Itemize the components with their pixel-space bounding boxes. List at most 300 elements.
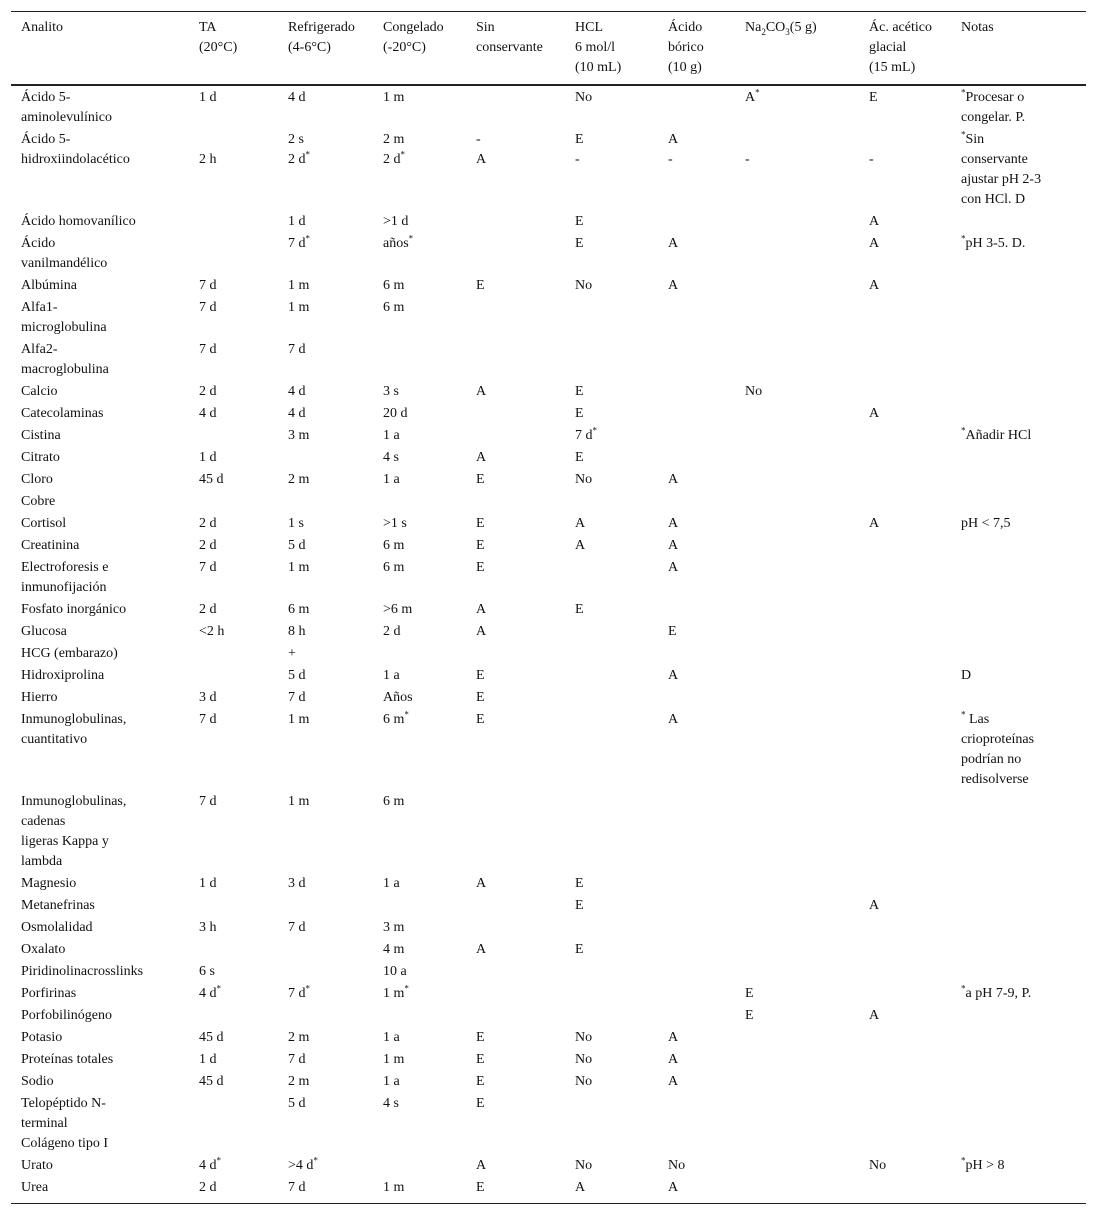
table-row bbox=[11, 535, 1086, 557]
table-cell bbox=[859, 425, 951, 447]
analyte-cell: Cistina bbox=[21, 428, 61, 443]
footnote-marker: * bbox=[961, 87, 966, 98]
table-row bbox=[11, 1027, 1086, 1049]
column-header: Refrigerado (4-6°C) bbox=[288, 20, 355, 55]
table-cell bbox=[859, 1049, 951, 1071]
table-cell: 7 d bbox=[288, 690, 306, 705]
table-cell: 7 d bbox=[199, 278, 217, 293]
table-cell bbox=[565, 917, 658, 939]
analyte-cell: Inmunoglobulinas, cuantitativo bbox=[21, 712, 127, 747]
analyte-cell: Cortisol bbox=[21, 516, 67, 531]
table-cell bbox=[565, 709, 658, 791]
table-cell: 3 m bbox=[288, 428, 310, 443]
analyte-cell: Creatinina bbox=[21, 538, 80, 553]
table-cell bbox=[735, 211, 859, 233]
table-cell bbox=[565, 791, 658, 873]
table-cell: No bbox=[575, 472, 593, 487]
table-row bbox=[11, 339, 1086, 381]
table-cell: 4 d* bbox=[199, 1155, 221, 1173]
table-cell bbox=[951, 535, 1086, 557]
table-cell bbox=[859, 469, 951, 491]
table-row bbox=[11, 297, 1086, 339]
table-cell: 4 s bbox=[383, 450, 399, 465]
table-cell: 7 d bbox=[199, 794, 217, 809]
table-cell bbox=[859, 381, 951, 403]
table-cell: 1 d bbox=[199, 1052, 217, 1067]
table-cell bbox=[859, 599, 951, 621]
table-cell: A bbox=[575, 538, 586, 553]
table-row bbox=[11, 939, 1086, 961]
table-row bbox=[11, 447, 1086, 469]
table-cell bbox=[565, 665, 658, 687]
table-row bbox=[11, 1093, 1086, 1155]
table-cell: A* bbox=[745, 87, 760, 105]
table-row bbox=[11, 1155, 1086, 1177]
table-cell: + bbox=[288, 646, 296, 661]
table-cell: 2 d bbox=[199, 602, 217, 617]
table-cell bbox=[189, 491, 278, 513]
table-cell bbox=[189, 425, 278, 447]
table-cell: 1 d bbox=[199, 90, 217, 105]
table-cell bbox=[373, 1005, 466, 1027]
table-cell: No bbox=[745, 384, 763, 399]
footnote-marker: * bbox=[400, 149, 405, 160]
table-cell bbox=[189, 1005, 278, 1027]
table-cell bbox=[951, 643, 1086, 665]
analyte-cell: Sodio bbox=[21, 1074, 54, 1089]
table-cell: A bbox=[869, 1008, 880, 1023]
table-row bbox=[11, 381, 1086, 403]
table-cell bbox=[735, 1049, 859, 1071]
table-cell bbox=[658, 643, 735, 665]
table-cell: E bbox=[476, 560, 485, 575]
analyte-cell: Magnesio bbox=[21, 876, 77, 891]
table-cell bbox=[859, 447, 951, 469]
column-header: $Na_2CO_3(5$ g) bbox=[745, 20, 817, 37]
table-cell bbox=[859, 709, 951, 791]
table-row bbox=[11, 403, 1086, 425]
footnote-marker: * bbox=[305, 233, 310, 244]
table-cell bbox=[189, 895, 278, 917]
table-cell bbox=[951, 1027, 1086, 1049]
analyte-cell: Ácido homovanílico bbox=[21, 214, 136, 229]
table-cell bbox=[565, 1005, 658, 1027]
column-header: HCL 6 mol/l (10 mL) bbox=[575, 20, 622, 75]
table-cell: 1 m bbox=[383, 90, 405, 105]
analyte-cell: Osmolalidad bbox=[21, 920, 93, 935]
table-cell bbox=[735, 1177, 859, 1204]
table-cell bbox=[278, 447, 373, 469]
table-cell: - A bbox=[476, 132, 487, 167]
table-cell bbox=[859, 1027, 951, 1049]
table-cell bbox=[735, 961, 859, 983]
table-cell: E bbox=[476, 1030, 485, 1045]
table-cell: A bbox=[476, 624, 487, 639]
table-cell bbox=[565, 643, 658, 665]
table-cell: 6 s bbox=[199, 964, 215, 979]
table-cell bbox=[951, 599, 1086, 621]
table-cell bbox=[735, 1155, 859, 1177]
table-cell: 1 m bbox=[383, 1052, 405, 1067]
analyte-cell: Urea bbox=[21, 1180, 49, 1195]
table-cell bbox=[951, 447, 1086, 469]
table-cell: A bbox=[668, 1074, 679, 1089]
table-cell bbox=[658, 895, 735, 917]
table-cell bbox=[565, 983, 658, 1005]
footnote-marker: * bbox=[404, 709, 409, 720]
table-cell bbox=[951, 381, 1086, 403]
table-cell bbox=[735, 403, 859, 425]
table-row bbox=[11, 513, 1086, 535]
analyte-cell: Calcio bbox=[21, 384, 58, 399]
table-cell: E bbox=[476, 278, 485, 293]
analyte-cell: HCG (embarazo) bbox=[21, 646, 118, 661]
table-cell bbox=[658, 961, 735, 983]
table-cell bbox=[735, 233, 859, 275]
table-cell bbox=[466, 233, 565, 275]
table-cell: A bbox=[476, 602, 487, 617]
table-cell bbox=[859, 643, 951, 665]
table-cell: 4 d bbox=[288, 406, 306, 421]
table-cell: E bbox=[575, 384, 584, 399]
analyte-cell: Catecolaminas bbox=[21, 406, 104, 421]
table-cell: No bbox=[869, 1158, 887, 1173]
table-cell: - bbox=[745, 152, 750, 167]
table-cell bbox=[859, 535, 951, 557]
column-header: Ác. acético glacial (15 mL) bbox=[869, 20, 932, 75]
table-cell: pH < 7,5 bbox=[961, 516, 1011, 531]
table-cell bbox=[658, 939, 735, 961]
table-cell: No bbox=[575, 1074, 593, 1089]
table-cell bbox=[658, 599, 735, 621]
table-cell bbox=[565, 339, 658, 381]
table-cell bbox=[735, 1027, 859, 1049]
table-cell: E bbox=[476, 1074, 485, 1089]
table-cell bbox=[658, 297, 735, 339]
table-cell bbox=[466, 339, 565, 381]
table-cell: *pH > 8 bbox=[961, 1155, 1005, 1173]
table-cell bbox=[658, 917, 735, 939]
table-cell bbox=[466, 983, 565, 1005]
table-cell bbox=[859, 1177, 951, 1204]
table-cell: 1 a bbox=[383, 1074, 400, 1089]
table-cell: 6 m bbox=[383, 300, 405, 315]
table-cell bbox=[278, 939, 373, 961]
table-cell bbox=[189, 939, 278, 961]
table-cell bbox=[189, 665, 278, 687]
table-cell: 7 d* bbox=[288, 983, 310, 1001]
table-cell: 45 d bbox=[199, 1030, 224, 1045]
table-row bbox=[11, 791, 1086, 873]
table-cell: 5 d bbox=[288, 538, 306, 553]
table-cell: E bbox=[476, 1052, 485, 1067]
footnote-marker: * bbox=[408, 233, 414, 244]
table-cell: 1 m* bbox=[383, 983, 409, 1001]
table-cell bbox=[189, 233, 278, 275]
table-cell: E bbox=[476, 1096, 485, 1111]
table-cell bbox=[278, 895, 373, 917]
table-cell bbox=[466, 211, 565, 233]
table-cell: 2 m 2 d* bbox=[383, 132, 405, 167]
table-cell bbox=[951, 339, 1086, 381]
table-cell bbox=[951, 939, 1086, 961]
analyte-cell: Piridinolinacrosslinks bbox=[21, 964, 144, 979]
table-cell: 6 m bbox=[383, 278, 405, 293]
analyte-cell: Alfa1- microglobulina bbox=[21, 300, 107, 335]
analyte-cell: Ácido 5- hidroxiindolacético bbox=[21, 132, 130, 167]
table-cell bbox=[859, 339, 951, 381]
table-cell bbox=[859, 873, 951, 895]
analyte-cell: Inmunoglobulinas, cadenas ligeras Kappa y lambda bbox=[21, 794, 127, 869]
table-cell bbox=[658, 447, 735, 469]
table-cell bbox=[735, 275, 859, 297]
table-cell bbox=[466, 643, 565, 665]
table-cell bbox=[466, 917, 565, 939]
table-cell: 7 d bbox=[199, 560, 217, 575]
analyte-cell: Cobre bbox=[21, 494, 56, 509]
table-cell bbox=[951, 1005, 1086, 1027]
footnote-marker: * bbox=[961, 1155, 966, 1166]
table-cell bbox=[951, 1177, 1086, 1204]
subscript: 3 bbox=[785, 26, 790, 37]
analyte-cell: Alfa2- macroglobulina bbox=[21, 342, 109, 377]
table-cell: A bbox=[476, 450, 487, 465]
urine-preservation-table bbox=[11, 11, 1086, 1204]
table-cell: E bbox=[575, 236, 584, 251]
table-cell: A bbox=[575, 1180, 586, 1195]
analyte-cell: Ácido vanilmandélico bbox=[21, 236, 108, 271]
table-cell bbox=[466, 297, 565, 339]
table-cell bbox=[565, 557, 658, 599]
table-cell bbox=[658, 211, 735, 233]
table-cell: 10 a bbox=[383, 964, 407, 979]
table-cell: 1 d bbox=[199, 450, 217, 465]
table-cell: A bbox=[869, 516, 880, 531]
analyte-cell: Potasio bbox=[21, 1030, 63, 1045]
table-row bbox=[11, 709, 1086, 791]
table-cell: 2 s 2 d* bbox=[288, 132, 310, 167]
table-row bbox=[11, 129, 1086, 211]
table-cell: No bbox=[575, 90, 593, 105]
table-cell bbox=[735, 599, 859, 621]
table-row bbox=[11, 895, 1086, 917]
table-row bbox=[11, 469, 1086, 491]
table-cell: A bbox=[476, 876, 487, 891]
table-cell: A bbox=[869, 236, 880, 251]
table-cell: >1 d bbox=[383, 214, 409, 229]
table-cell: A bbox=[869, 278, 880, 293]
footnote-marker: * bbox=[305, 983, 310, 994]
table-cell: 1 s bbox=[288, 516, 304, 531]
table-cell bbox=[565, 297, 658, 339]
footnote-marker: * bbox=[305, 149, 310, 160]
table-cell: E bbox=[575, 898, 584, 913]
table-cell: >4 d* bbox=[288, 1155, 318, 1173]
table-cell: 8 h bbox=[288, 624, 306, 639]
table-cell: 45 d bbox=[199, 1074, 224, 1089]
table-cell bbox=[951, 873, 1086, 895]
table-cell: * Las crioproteínas podrían no redisolverse bbox=[961, 709, 1035, 787]
table-cell: 2 d bbox=[199, 538, 217, 553]
table-cell: 7 d* bbox=[288, 233, 310, 251]
table-header bbox=[11, 12, 1086, 86]
analyte-cell: Cloro bbox=[21, 472, 53, 487]
table-cell bbox=[735, 339, 859, 381]
table-cell bbox=[859, 1071, 951, 1093]
table-row bbox=[11, 917, 1086, 939]
table-cell bbox=[565, 687, 658, 709]
table-cell bbox=[658, 983, 735, 1005]
table-cell: 2 m bbox=[288, 1074, 310, 1089]
table-cell: A bbox=[668, 278, 679, 293]
table-cell bbox=[565, 621, 658, 643]
table-cell: 4 m bbox=[383, 942, 405, 957]
table-cell: E bbox=[476, 712, 485, 727]
column-header: Analito bbox=[21, 20, 63, 35]
analyte-cell: Citrato bbox=[21, 450, 60, 465]
table-cell: A bbox=[668, 668, 679, 683]
table-cell: *Sin conservante ajustar pH 2-3 con HCl. D bbox=[961, 129, 1042, 207]
table-cell bbox=[735, 621, 859, 643]
table-cell bbox=[859, 297, 951, 339]
table-cell: 1 m bbox=[383, 1180, 405, 1195]
subscript: 2 bbox=[761, 26, 766, 37]
table-cell: 3 d bbox=[199, 690, 217, 705]
table-cell bbox=[658, 1005, 735, 1027]
table-cell bbox=[466, 1005, 565, 1027]
table-row bbox=[11, 643, 1086, 665]
table-cell bbox=[859, 665, 951, 687]
table-cell: *Procesar o congelar. P. bbox=[961, 87, 1026, 125]
table-cell bbox=[735, 709, 859, 791]
table-cell: E bbox=[575, 406, 584, 421]
column-header: Ácido bórico (10 g) bbox=[668, 20, 704, 75]
footnote-marker: * bbox=[961, 233, 966, 244]
table-cell bbox=[466, 961, 565, 983]
table-row bbox=[11, 873, 1086, 895]
table-row bbox=[11, 687, 1086, 709]
table-cell bbox=[466, 403, 565, 425]
table-cell: E bbox=[476, 1180, 485, 1195]
table-cell: E bbox=[575, 450, 584, 465]
table-cell: E bbox=[668, 624, 677, 639]
table-cell: 7 d bbox=[288, 1180, 306, 1195]
table-cell bbox=[951, 917, 1086, 939]
table-cell: 2 d bbox=[199, 1180, 217, 1195]
table-cell bbox=[951, 297, 1086, 339]
table-cell: 5 d bbox=[288, 668, 306, 683]
table-cell: 2 d bbox=[199, 384, 217, 399]
table-cell bbox=[735, 665, 859, 687]
table-cell: 1 a bbox=[383, 1030, 400, 1045]
table-cell: E bbox=[745, 1008, 754, 1023]
analyte-cell: Albúmina bbox=[21, 278, 77, 293]
table-cell bbox=[466, 791, 565, 873]
column-header: Sin conservante bbox=[476, 20, 543, 55]
table-cell: *Añadir HCl bbox=[961, 425, 1032, 443]
table-cell bbox=[859, 917, 951, 939]
column-header: Congelado (-20°C) bbox=[383, 20, 444, 55]
table-cell bbox=[466, 85, 565, 129]
table-cell: 2 d bbox=[199, 516, 217, 531]
table-row bbox=[11, 85, 1086, 129]
table-cell: 1 a bbox=[383, 472, 400, 487]
table-cell bbox=[735, 895, 859, 917]
analyte-cell: Electroforesis e inmunofijación bbox=[21, 560, 109, 595]
table-cell bbox=[951, 895, 1086, 917]
table-cell bbox=[859, 939, 951, 961]
table-row bbox=[11, 961, 1086, 983]
table-cell bbox=[859, 961, 951, 983]
table-cell bbox=[735, 447, 859, 469]
table-cell bbox=[735, 491, 859, 513]
table-cell bbox=[466, 491, 565, 513]
column-header: Notas bbox=[961, 20, 994, 35]
table-cell bbox=[658, 491, 735, 513]
table-cell: D bbox=[961, 668, 972, 683]
table-cell: 7 d bbox=[288, 1052, 306, 1067]
table-row bbox=[11, 621, 1086, 643]
table-cell: 1 a bbox=[383, 876, 400, 891]
table-cell: A bbox=[668, 236, 679, 251]
analyte-cell: Proteínas totales bbox=[21, 1052, 114, 1067]
table-cell bbox=[735, 557, 859, 599]
analyte-cell: Oxalato bbox=[21, 942, 66, 957]
table-cell: No bbox=[575, 278, 593, 293]
table-cell: A bbox=[476, 942, 487, 957]
table-cell: 6 m bbox=[383, 538, 405, 553]
table-cell bbox=[466, 895, 565, 917]
table-cell bbox=[859, 687, 951, 709]
table-cell: A bbox=[668, 1030, 679, 1045]
table-cell bbox=[735, 535, 859, 557]
footnote-marker: * bbox=[216, 1155, 221, 1166]
table-cell bbox=[658, 381, 735, 403]
table-cell: 7 d* bbox=[575, 425, 597, 443]
table-row bbox=[11, 557, 1086, 599]
table-cell: A bbox=[668, 1052, 679, 1067]
table-cell bbox=[859, 983, 951, 1005]
table-row bbox=[11, 665, 1086, 687]
table-cell bbox=[951, 687, 1086, 709]
table-cell: No bbox=[575, 1030, 593, 1045]
table-cell bbox=[735, 1093, 859, 1155]
footnote-marker: * bbox=[592, 425, 597, 436]
table-row bbox=[11, 275, 1086, 297]
table-cell bbox=[735, 1071, 859, 1093]
table-cell: A bbox=[476, 1158, 487, 1173]
table-cell bbox=[373, 491, 466, 513]
table-cell: 7 d bbox=[288, 920, 306, 935]
table-cell: 4 d* bbox=[199, 983, 221, 1001]
table-cell: No bbox=[575, 1158, 593, 1173]
table-cell: >6 m bbox=[383, 602, 413, 617]
analyte-cell: Urato bbox=[21, 1158, 53, 1173]
table-cell: E bbox=[476, 690, 485, 705]
table-cell: E bbox=[575, 942, 584, 957]
table-row bbox=[11, 233, 1086, 275]
table-cell bbox=[735, 513, 859, 535]
table-cell bbox=[466, 425, 565, 447]
table-cell bbox=[735, 297, 859, 339]
table-row bbox=[11, 1177, 1086, 1204]
table-cell: Años bbox=[383, 690, 413, 705]
footnote-marker: * bbox=[755, 87, 760, 98]
table-cell bbox=[373, 895, 466, 917]
table-cell bbox=[859, 791, 951, 873]
table-cell bbox=[189, 211, 278, 233]
table-cell: 4 d bbox=[288, 384, 306, 399]
